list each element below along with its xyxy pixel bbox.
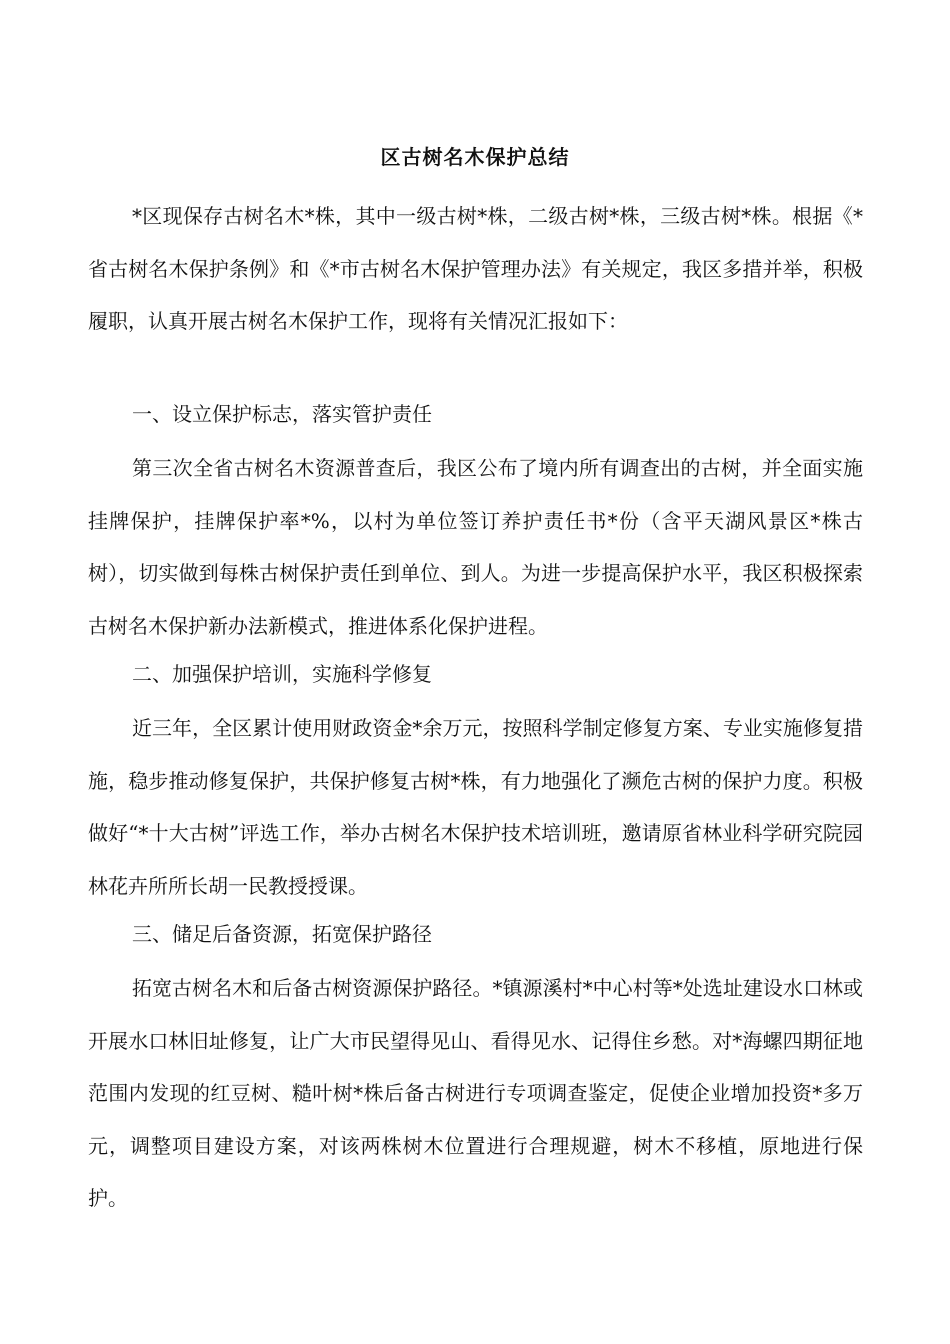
section-2-body: 近三年，全区累计使用财政资金*余万元，按照科学制定修复方案、专业实施修复措施，稳步推动修复保护，共保护修复古树*株，有力地强化了濒危古树的保护力度。积极做好“*十大古树”评选工作，举办古树名木保护技术培训班，邀请原省林业科学研究院园林花卉所所长胡一民教授授课。 xyxy=(88,716,863,898)
section-1-heading: 一、设立保护标志，落实管护责任 xyxy=(132,402,432,426)
section-3-body: 拓宽古树名木和后备古树资源保护路径。*镇源溪村*中心村等*处选址建设水口林或开展水口林旧址修复，让广大市民望得见山、看得见水、记得住乡愁。对*海螺四期征地范围内发现的红豆树、糙叶树*株后备古树进行专项调查鉴定，促使企业增加投资*多万元，调整项目建设方案，对该两株树木位置进行合理规避，树木不移植，原地进行保护。 xyxy=(88,976,863,1210)
document-title: 区古树名木保护总结 xyxy=(380,145,570,169)
intro-paragraph: *区现保存古树名木*株，其中一级古树*株，二级古树*株，三级古树*株。根据《*省古树名木保护条例》和《*市古树名木保护管理办法》有关规定，我区多措并举，积极履职，认真开展古树名木保护工作，现将有关情况汇报如下： xyxy=(88,204,863,333)
section-2-heading: 二、加强保护培训，实施科学修复 xyxy=(132,662,432,686)
section-3-heading: 三、储足后备资源，拓宽保护路径 xyxy=(132,922,432,946)
section-1-body: 第三次全省古树名木资源普查后，我区公布了境内所有调查出的古树，并全面实施挂牌保护，挂牌保护率*%，以村为单位签订养护责任书*份（含平天湖风景区*株古树），切实做到每株古树保护责任到单位、到人。为进一步提高保护水平，我区积极探索古树名木保护新办法新模式，推进体系化保护进程。 xyxy=(88,456,863,638)
